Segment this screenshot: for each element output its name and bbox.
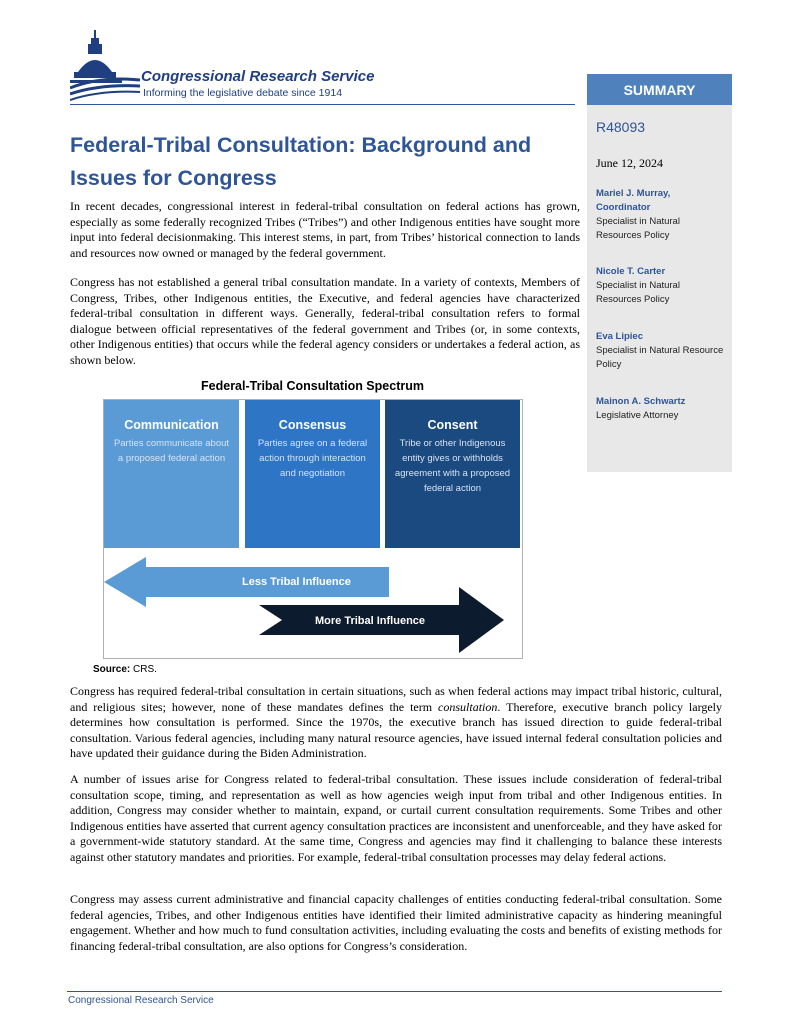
spectrum-column-communication (104, 400, 239, 548)
author-name[interactable]: Eva Lipiec (596, 331, 643, 342)
column-heading: Communication (124, 418, 219, 432)
paragraph-3-before: Congress has required federal-tribal consultation in certain situations, such as when federal actions may impact tribal historic, cultural, and religious sites; however, none of these mandates defines the term (70, 684, 722, 714)
paragraph-3 (70, 684, 722, 762)
paragraph-3-after: . Therefore, executive branch policy largely determines how consultation is performed. Since the 1970s, the executive branch has issued direction to guide federal-tribal consultation. Various federal agencies, including many natural resource agencies, have issued internal federal consultation policies and have updated their guidance during the Biden Administration. (70, 699, 723, 760)
author-name[interactable]: Mariel J. Murray, Coordinator (596, 188, 671, 213)
column-text: Parties agree on a federal action through interaction and negotiation (257, 438, 368, 479)
paragraph-4: A number of issues arise for Congress related to federal-tribal consultation. These issues include consideration of federal-tribal consultation scope, timing, and representation as well as how agencies weigh input from tribal and other Indigenous entities. In addition, Congress may consider whether to maintain, expand, or curtail current consultation requirements. Some Tribes and other Indigenous entities have asserted that current agency consultation practices are inconsistent and unenforceable, and they have asked for a government-wide statutory standard. At the same time, Congress and agencies may find it challenging to balance these interests against other statutory mandates and priorities. For example, federal-tribal consultation processes may delay federal actions. (70, 772, 722, 864)
paragraph-2: Congress has not established a general tribal consultation mandate. In a variety of contexts, Members of Congress, Tribes, other Indigenous entities, the Executive, and federal agencies have characterized federal-tribal consultation in different ways. Generally, federal-tribal consultation refers to formal dialogue between official representatives of the federal government and Tribes (or, in some contexts, other Indigenous entities) that occurs while the federal agency considers or undertakes a federal action, as shown below. (70, 275, 580, 367)
more-influence-label: More Tribal Influence (315, 615, 426, 627)
spectrum-column-consensus (245, 400, 380, 548)
figure-title: Federal-Tribal Consultation Spectrum (201, 379, 424, 393)
paragraph-5: Congress may assess current administrative and financial capacity challenges of entities conducting federal-tribal consultation. Some federal agencies, Tribes, and other Indigenous entities have identified their limited administrative capacity as hindering meaningful engagement. Whether and how much to fund consultation activities, including evaluating the costs and benefits of existing methods for financing federal-tribal consultation, are also options for Congress’s consideration. (70, 892, 722, 953)
org-name: Congressional Research Service (141, 68, 375, 85)
org-tagline: Informing the legislative debate since 1914 (143, 87, 343, 99)
figure-source (93, 664, 157, 675)
footer-text: Congressional Research Service (68, 995, 214, 1006)
term-consultation: consultation (438, 699, 498, 714)
source-label: Source: (93, 664, 131, 675)
source-value: CRS. (133, 664, 157, 675)
column-text: Tribe or other Indigenous entity gives or withholds agreement with a proposed federal action (394, 438, 511, 494)
header-divider (70, 104, 575, 105)
author-name[interactable]: Nicole T. Carter (596, 266, 666, 277)
column-heading: Consent (427, 418, 478, 432)
author-role: Legislative Attorney (596, 410, 679, 421)
column-text: Parties communicate about a proposed federal action (113, 438, 230, 464)
influence-arrows (104, 555, 520, 653)
author-role: Specialist in Natural Resources Policy (596, 280, 680, 305)
paragraph-1: In recent decades, congressional interest in federal-tribal consultation on federal actions has grown, especially as some federally recognized Tribes (“Tribes”) and other Indigenous entities have sought more input into federal decisionmaking. This interest stems, in part, from Tribes’ historical connection to lands and resources now owned or managed by the federal government. (70, 199, 580, 260)
author-role: Specialist in Natural Resources Policy (596, 216, 680, 241)
spectrum-column-consent (385, 400, 520, 548)
capitol-dome-logo-icon (70, 28, 142, 102)
page-title: Federal-Tribal Consultation: Background and Issues for Congress (70, 133, 532, 190)
column-heading: Consensus (278, 418, 347, 432)
less-influence-label: Less Tribal Influence (242, 576, 351, 588)
footer-divider (67, 991, 722, 992)
author-role: Specialist in Natural Resource Policy (596, 345, 724, 370)
report-number: R48093 (596, 119, 646, 135)
author-name[interactable]: Mainon A. Schwartz (596, 396, 686, 407)
summary-heading: SUMMARY (587, 74, 732, 105)
report-date: June 12, 2024 (596, 156, 663, 170)
